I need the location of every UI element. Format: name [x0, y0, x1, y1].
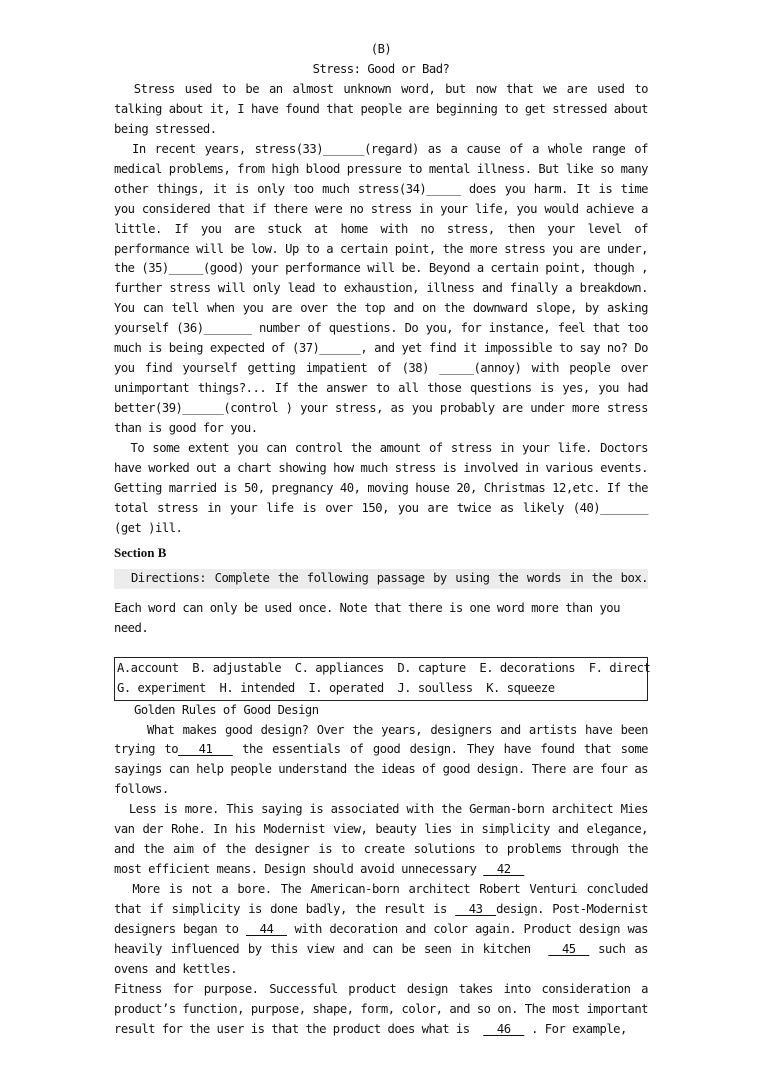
- word-bank-box: [114, 657, 651, 701]
- word-bank-row-1: A.account B. adjustable C. appliances D. capture E. decorations F. direct: [117, 660, 651, 675]
- paragraph-1: Stress used to be an almost unknown word, but now that we are used to talking about it, I have found that people are beginning to get stressed about being stressed.: [114, 81, 655, 136]
- directions-line-2: Each word can only be used once. Note that there is one word more than you need.: [114, 600, 620, 635]
- blank-41[interactable]: 41: [178, 742, 233, 757]
- directions: [114, 569, 648, 639]
- passage-b-paragraph-2: [114, 800, 655, 880]
- passage-b-title: Golden Rules of Good Design: [134, 702, 319, 717]
- p1-text-a: What makes good design? Over the years, designers and artists have been trying to: [114, 722, 655, 757]
- p3-text-a: More is not a bore. The American-born architect Robert Venturi concluded that if simplicity is done badly, the result is: [114, 882, 655, 917]
- paragraph-2: In recent years, stress(33)______(regard) as a cause of a whole range of medical problems, from high blood pressure to mental illness. But like so many other things, it is only too much stress(34)_____ does you harm. It is time you considered that if there were no stress in your life, you would achieve a little. If you are stuck at home with no stress, then your level of performance will be low. Up to a certain point, the more stress you are under, the (35)_____(good) your performance will be. Beyond a certain point, though , further stress will only lead to exhaustion, illness and finally a breakdown. You can tell when you are over the top and on the downward slope, by asking yourself (36)_______ number of questions. Do you, for instance, feel that too much is being expected of (37)______, and yet find it impossible to say no? Do you find yourself getting impatient of (38) _____(annoy) with people over unimportant things?... If the answer to all those questions is yes, you had better(39)______(control ) your stress, as you probably are under more stress than is good for you.: [114, 141, 655, 436]
- blank-44[interactable]: 44: [245, 922, 287, 937]
- blank-45[interactable]: 45: [548, 941, 590, 956]
- p2-text-a: Less is more. This saying is associated with the German-born architect Mies van der Rohe. In his Modernist view, beauty lies in simplicity and elegance, and the aim of the designer is to create solutions to problems through the most efficient means. Design should avoid unnecessary: [114, 802, 655, 877]
- p4-text-a: Fitness for purpose. Successful product design takes into consideration a product’s function, purpose, shape, form, color, and so on. The most important result for the user is that the product does what is: [114, 981, 655, 1036]
- directions-line-1: Directions: Complete the following passage by using the words in the box.: [114, 569, 648, 589]
- blank-42[interactable]: 42: [483, 862, 525, 877]
- blank-46[interactable]: 46: [483, 1021, 525, 1036]
- p3-text-c: with decoration and color again. Product design was heavily influenced by this view and can be seen in kitchen: [114, 922, 655, 956]
- blank-43[interactable]: 43: [455, 902, 497, 917]
- p3-text-d: such as ovens and kettles.: [114, 941, 655, 976]
- p1-text-b: the essentials of good design. They have found that some sayings can help people understand the ideas of good design. There are four as follows.: [114, 742, 655, 797]
- paragraph-3: To some extent you can control the amount of stress in your life. Doctors have worked out a chart showing how much stress is involved in various events. Getting married is 50, pregnancy 40, moving house 20, Christmas 12,etc. If the total stress in your life is over 150, you are twice as likely (40)_______ (get )ill.: [114, 441, 655, 535]
- document-page: [114, 40, 655, 1040]
- p3-text-b: design. Post-Modernist designers began to: [114, 902, 655, 937]
- p4-text-b: . For example,: [524, 1021, 627, 1036]
- passage-title: Stress: Good or Bad?: [312, 61, 450, 76]
- passage-b-paragraph-3: [114, 880, 655, 980]
- section-b-heading: Section B: [114, 544, 167, 560]
- section-label: (B): [370, 42, 392, 56]
- passage-b-paragraph-1: [114, 721, 655, 801]
- passage-b-paragraph-4: [114, 980, 655, 1040]
- word-bank-row-2: G. experiment H. intended I. operated J. soulless K. squeeze: [117, 680, 555, 695]
